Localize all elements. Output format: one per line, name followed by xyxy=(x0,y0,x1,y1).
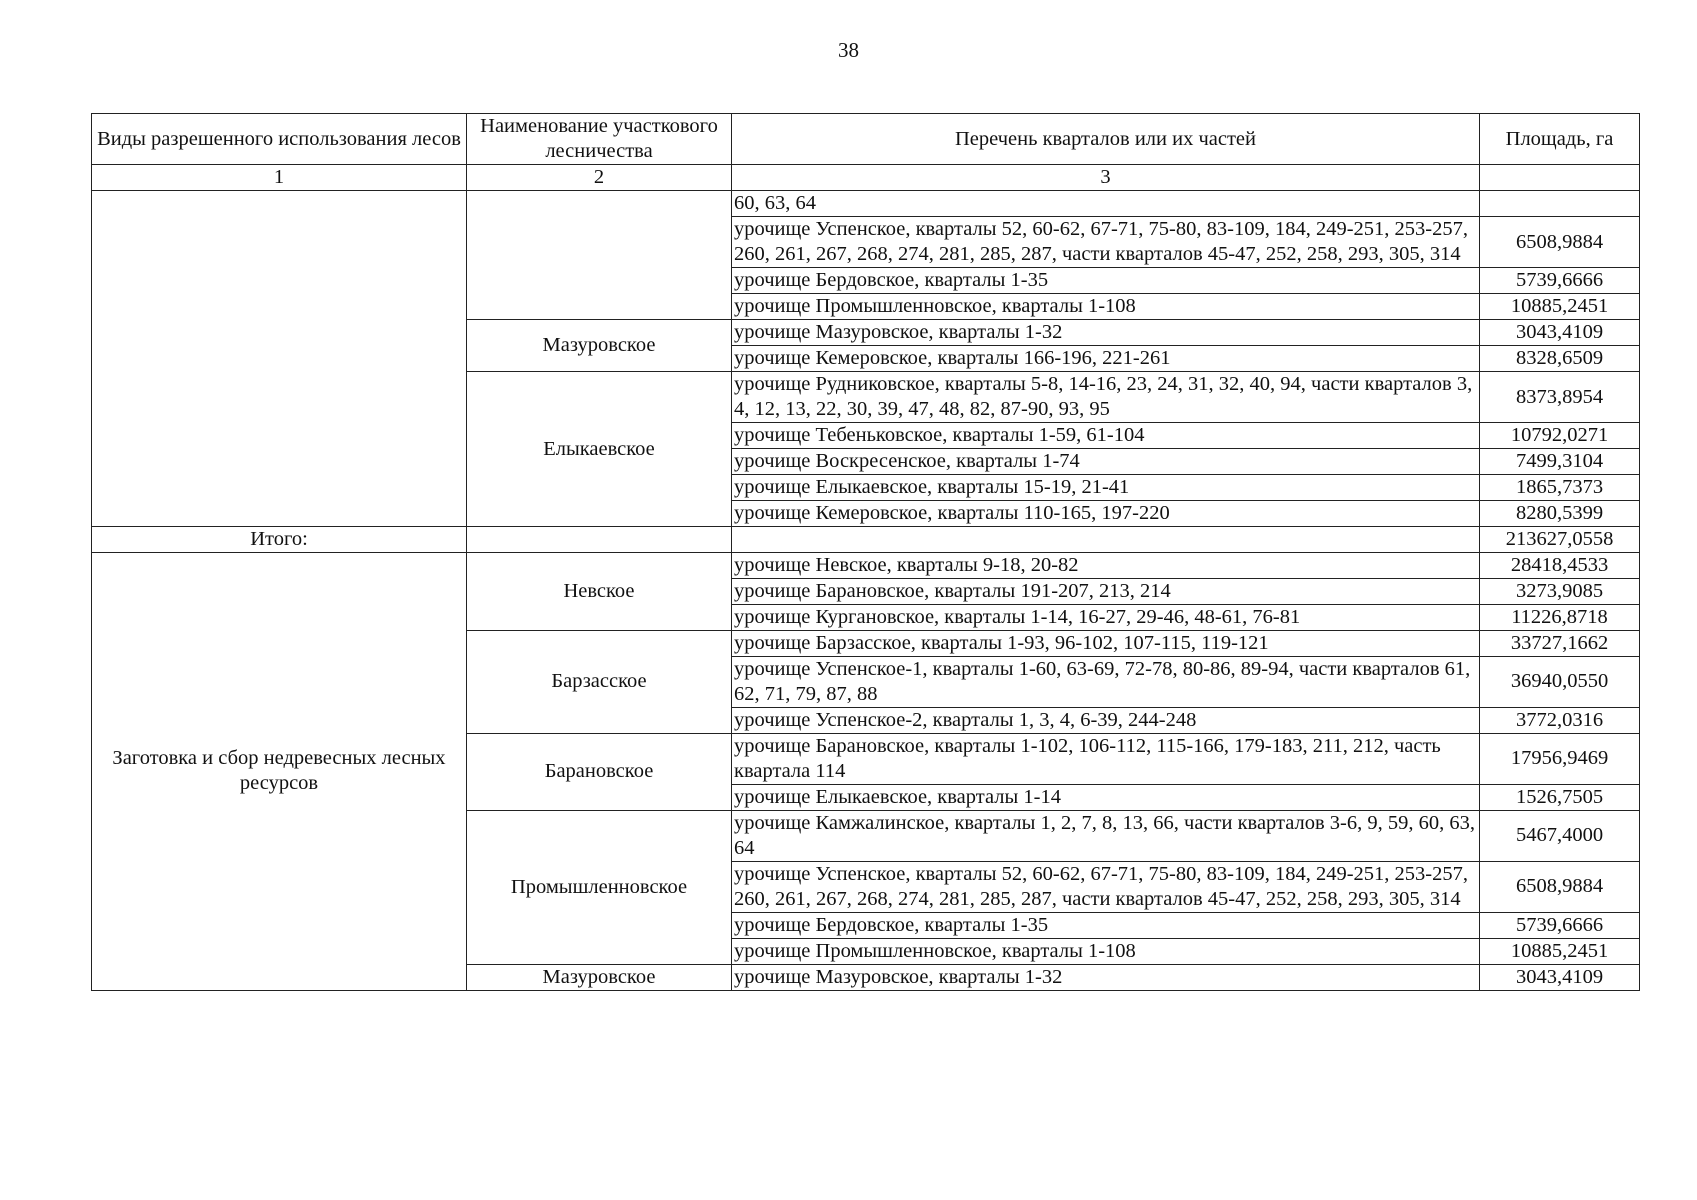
area-cell: 1865,7373 xyxy=(1480,475,1640,501)
total-value: 213627,0558 xyxy=(1480,526,1640,552)
area-cell: 3273,9085 xyxy=(1480,578,1640,604)
quarters-cell: урочище Успенское-1, кварталы 1-60, 63-69, 72-78, 80-86, 89-94, части кварталов 61, 62, 71, 79, 87, 88 xyxy=(732,656,1480,707)
quarters-cell: урочище Успенское, кварталы 52, 60-62, 67-71, 75-80, 83-109, 184, 249-251, 253-257, 260, 261, 267, 268, 274, 281, 285, 287, части кварталов 45-47, 252, 258, 293, 305, 314 xyxy=(732,861,1480,912)
quarters-cell: урочище Елыкаевское, кварталы 1-14 xyxy=(732,784,1480,810)
header-use-types: Виды разрешенного использования лесов xyxy=(92,114,467,165)
quarters-cell: урочище Барзасское, кварталы 1-93, 96-102, 107-115, 119-121 xyxy=(732,630,1480,656)
use-type-cell-continued xyxy=(92,191,467,527)
forest-use-table xyxy=(91,113,1640,527)
quarters-cell: урочище Барановское, кварталы 1-102, 106-112, 115-166, 179-183, 211, 212, часть квартала 114 xyxy=(732,733,1480,784)
forestry-name-baranovskoe: Барановское xyxy=(467,733,732,810)
area-cell: 10792,0271 xyxy=(1480,423,1640,449)
header-area: Площадь, га xyxy=(1480,114,1640,165)
column-number-row xyxy=(92,165,1640,191)
area-cell: 8328,6509 xyxy=(1480,346,1640,372)
header-row xyxy=(92,114,1640,165)
area-cell: 6508,9884 xyxy=(1480,861,1640,912)
area-cell: 3043,4109 xyxy=(1480,320,1640,346)
forestry-name-elykaevskoe: Елыкаевское xyxy=(467,372,732,527)
column-number-4 xyxy=(1480,165,1640,191)
area-cell: 1526,7505 xyxy=(1480,784,1640,810)
area-cell: 3772,0316 xyxy=(1480,707,1640,733)
quarters-cell: урочище Рудниковское, кварталы 5-8, 14-16, 23, 24, 31, 32, 40, 94, части кварталов 3, 4, 12, 13, 22, 30, 39, 47, 48, 82, 87-90, 93, 95 xyxy=(732,372,1480,423)
area-cell: 7499,3104 xyxy=(1480,449,1640,475)
quarters-cell: урочище Мазуровское, кварталы 1-32 xyxy=(732,964,1480,990)
area-cell: 11226,8718 xyxy=(1480,604,1640,630)
quarters-cell: урочище Воскресенское, кварталы 1-74 xyxy=(732,449,1480,475)
area-cell: 36940,0550 xyxy=(1480,656,1640,707)
area-cell: 3043,4109 xyxy=(1480,964,1640,990)
quarters-cell: 60, 63, 64 xyxy=(732,191,1480,217)
quarters-cell: урочище Кемеровское, кварталы 110-165, 197-220 xyxy=(732,501,1480,527)
total-empty-cell xyxy=(732,526,1480,552)
quarters-cell: урочище Кемеровское, кварталы 166-196, 221-261 xyxy=(732,346,1480,372)
forestry-name-barzasskoe: Барзасское xyxy=(467,630,732,733)
total-label: Итого: xyxy=(92,526,467,552)
quarters-cell: урочище Кургановское, кварталы 1-14, 16-27, 29-46, 48-61, 76-81 xyxy=(732,604,1480,630)
quarters-cell: урочище Елыкаевское, кварталы 15-19, 21-41 xyxy=(732,475,1480,501)
area-cell: 10885,2451 xyxy=(1480,938,1640,964)
quarters-cell: урочище Мазуровское, кварталы 1-32 xyxy=(732,320,1480,346)
area-cell: 5739,6666 xyxy=(1480,912,1640,938)
header-forestry-name: Наименование участкового лесничества xyxy=(467,114,732,165)
column-number-1: 1 xyxy=(92,165,467,191)
area-cell: 8280,5399 xyxy=(1480,501,1640,527)
forestry-name-promyshlennovskoe: Промышленновское xyxy=(467,810,732,964)
page-number: 38 xyxy=(838,38,859,62)
quarters-cell: урочище Бердовское, кварталы 1-35 xyxy=(732,268,1480,294)
quarters-cell: урочище Промышленновское, кварталы 1-108 xyxy=(732,294,1480,320)
quarters-cell: урочище Тебеньковское, кварталы 1-59, 61-104 xyxy=(732,423,1480,449)
quarters-cell: урочище Успенское-2, кварталы 1, 3, 4, 6-39, 244-248 xyxy=(732,707,1480,733)
area-cell: 8373,8954 xyxy=(1480,372,1640,423)
area-cell: 5739,6666 xyxy=(1480,268,1640,294)
forestry-name-mazurovskoe-2: Мазуровское xyxy=(467,964,732,990)
table-row xyxy=(92,191,1640,217)
area-cell: 5467,4000 xyxy=(1480,810,1640,861)
use-type-nontimber: Заготовка и сбор недревесных лесных ресурсов xyxy=(92,552,467,990)
forestry-name-nevskoe: Невское xyxy=(467,552,732,630)
quarters-cell: урочище Камжалинское, кварталы 1, 2, 7, 8, 13, 66, части кварталов 3-6, 9, 59, 60, 63, 64 xyxy=(732,810,1480,861)
quarters-cell: урочище Успенское, кварталы 52, 60-62, 67-71, 75-80, 83-109, 184, 249-251, 253-257, 260, 261, 267, 268, 274, 281, 285, 287, части кварталов 45-47, 252, 258, 293, 305, 314 xyxy=(732,217,1480,268)
forestry-cell-continued xyxy=(467,191,732,320)
column-number-3: 3 xyxy=(732,165,1480,191)
quarters-cell: урочище Барановское, кварталы 191-207, 213, 214 xyxy=(732,578,1480,604)
area-cell: 6508,9884 xyxy=(1480,217,1640,268)
quarters-cell: урочище Бердовское, кварталы 1-35 xyxy=(732,912,1480,938)
quarters-cell: урочище Невское, кварталы 9-18, 20-82 xyxy=(732,552,1480,578)
header-quarters-list: Перечень кварталов или их частей xyxy=(732,114,1480,165)
area-cell: 17956,9469 xyxy=(1480,733,1640,784)
area-cell xyxy=(1480,191,1640,217)
total-empty-cell xyxy=(467,526,732,552)
forestry-name-mazurovskoe: Мазуровское xyxy=(467,320,732,372)
total-row xyxy=(92,526,1640,552)
area-cell: 10885,2451 xyxy=(1480,294,1640,320)
area-cell: 33727,1662 xyxy=(1480,630,1640,656)
table-row xyxy=(92,552,1640,578)
area-cell: 28418,4533 xyxy=(1480,552,1640,578)
forest-use-table-part2 xyxy=(91,526,1640,991)
quarters-cell: урочище Промышленновское, кварталы 1-108 xyxy=(732,938,1480,964)
column-number-2: 2 xyxy=(467,165,732,191)
